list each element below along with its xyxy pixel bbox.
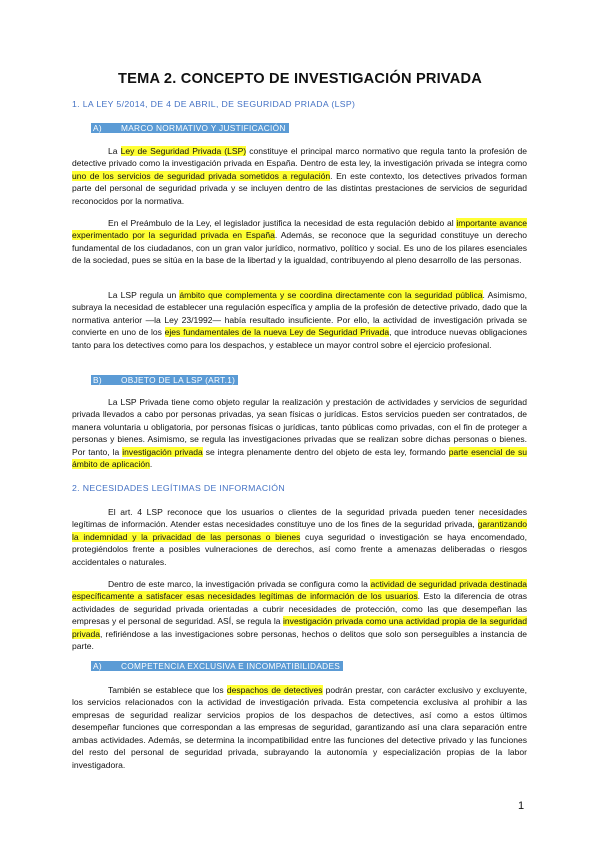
text-run: . [149,459,153,470]
text-run: constituye el principal marco normativo que regula tanto la profesión de detective privado como la investigación privada en España. Dentro de esta ley, la investigación privada se integra como [72,146,527,169]
subsection-heading-highlight: A) COMPETENCIA EXCLUSIVA E INCOMPATIBILIDADES [91,661,343,671]
text-run: Dentro de este marco, la investigación privada se configura como la [108,579,371,589]
text-run: podrán prestar, con carácter exclusivo y excluyente, los servicios relacionados con la actividad de investigación privada. Esta competencia exclusiva al prohibir a las empresas de seguridad realizar servicios propios de los despachos de detectives, así como a estos últimos desempeñar funciones que correspondan a las empresas de seguridad, garantizando así una clara separación entre ambas actividades. Además, se determina la incompatibilidad entre las funciones del detective privado y las funciones del resto del personal de seguridad privada, subrayando la autonomía y especialización propias de la labor investigadora. [72,685,527,770]
paragraph [72,396,527,471]
subsection-heading-1a [91,123,289,134]
text-run: , que introduce nuevas obligaciones tanto para los detectives como para los despachos, y establece un mayor control sobre el ejercicio profesional. [72,327,527,350]
text-run: En el Preámbulo de la Ley, el legislador justifica la necesidad de esta regulación debido al [108,218,457,228]
highlighted-text: actividad de seguridad privada destinada específicamente a satisfacer esas necesidades legítimas de información de los usuarios [72,579,527,602]
paragraph [72,289,527,351]
text-run: se integra plenamente dentro del objeto de esta ley, formando [202,446,449,457]
paragraph [72,578,527,653]
text-run: . Esto la diferencia de otras actividades de seguridad privada orientadas a cubrir necesidades de protección, como las que desempeñan las empresas y el personal de seguridad. ASÍ, se regula la [72,591,527,627]
highlighted-text: despachos de detectives [226,685,323,695]
page-number: 1 [518,800,525,812]
highlighted-text: investigación privada [122,446,203,457]
subsection-heading-highlight: A) MARCO NORMATIVO Y JUSTIFICACIÓN [91,123,289,133]
paragraph [72,145,527,207]
section-heading-2: 2. NECESIDADES LEGÍTIMAS DE INFORMACIÓN [72,483,286,493]
subsection-heading-highlight: B) OBJETO DE LA LSP (ART.1) [91,375,238,385]
text-run: cuya seguridad o investigación se haya encomendado, protegiéndolos frente a posibles vulneraciones de derechos, así como frente a amenazas deliberadas o riesgos accidentales o naturales. [72,531,527,567]
highlighted-text: ejes fundamentales de la nueva Ley de Seguridad Privada [164,327,390,338]
text-run: El art. 4 LSP reconoce que los usuarios o clientes de la seguridad privada pueden tener necesidades legítimas de información. Atender estas necesidades constituye uno de los fines de la seguridad privada, [72,507,527,530]
text-run: . Además, se reconoce que la seguridad constituye un derecho fundamental de los ciudadanos, con un gran valor jurídico, normativo, político y social. Es uno de los pilares esenciales de la sociedad, pues se sitúa en la base de la libertad y la igualdad, contribuyendo al pleno desarrollo de las personas. [72,230,528,266]
subsection-heading-2a [91,661,343,672]
highlighted-text: investigación privada como una actividad propia de la seguridad privada [72,616,527,639]
text-run: La [108,146,121,156]
document-title: TEMA 2. CONCEPTO DE INVESTIGACIÓN PRIVADA [118,71,482,87]
section-heading-1: 1. LA LEY 5/2014, DE 4 DE ABRIL, DE SEGURIDAD PRIADA (LSP) [72,99,356,109]
paragraph [72,684,527,771]
text-run: , refiriéndose a las investigaciones sobre personas, hechos o delitos que solo son perseguibles a instancia de parte. [72,628,527,652]
highlighted-text: parte esencial de su ámbito de aplicación [72,446,527,470]
subsection-heading-1b [91,375,238,386]
paragraph [72,506,527,568]
text-run: También se establece que los [108,685,227,695]
highlighted-text: ámbito que complementa y se coordina directamente con la seguridad pública [179,290,483,300]
paragraph [72,217,527,267]
highlighted-text: importante avance experimentado por la seguridad privada en España [72,218,527,241]
highlighted-text: Ley de Seguridad Privada (LSP) [120,146,247,156]
highlighted-text: garantizando la indemnidad y la privacidad de las personas o bienes [72,519,527,542]
text-run: . En este contexto, los detectives privados forman parte del personal de seguridad privada y se incluyen dentro de las distintas prestaciones de servicios de seguridad reconocidos por la normativa. [72,170,527,206]
text-run: La LSP Privada tiene como objeto regular la realización y prestación de actividades y servicios de seguridad privada llevados a cabo por personas privadas, ya sean físicas o jurídicas. Estos servicios pueden ser contratados, de manera voluntaria u obligatoria, por personas físicas o jurídicas, tanto públicas como privadas, con el fin de proteger a personas y bienes. Asimismo, se regula las investigaciones privadas que se realizan sobre dichas personas o bienes. Por tanto, la [72,397,527,457]
text-run: . Asimismo, subraya la necesidad de establecer una regulación específica y amplia de la profesión de detective privado, dado que la normativa anterior —la Ley 23/1992— había resultado insuficiente. Por ello, la actividad de investigación privada se convierte en uno de los [72,290,527,338]
text-run: La LSP regula un [108,290,180,300]
highlighted-text: uno de los servicios de seguridad privada sometidos a regulación [72,170,331,181]
